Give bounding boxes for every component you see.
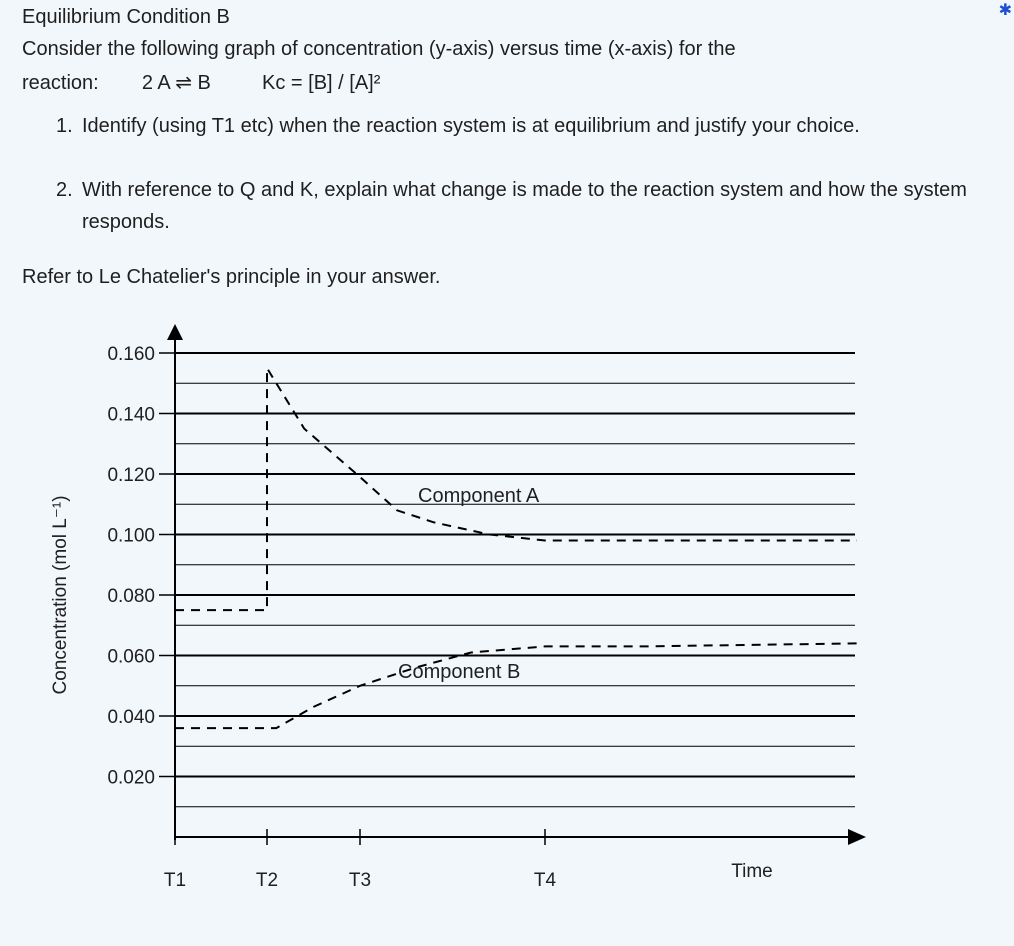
settings-gear-icon[interactable]: ✱ bbox=[998, 2, 1012, 19]
y-tick-label: 0.140 bbox=[107, 404, 155, 426]
question-text: With reference to Q and K, explain what change is made to the reaction system and how the system responds. bbox=[82, 179, 967, 233]
equilibrium-constant-expression: Kc = [B] / [A]² bbox=[262, 72, 381, 94]
axes bbox=[159, 324, 866, 845]
y-tick-label: 0.080 bbox=[107, 586, 155, 607]
intro-text: Consider the following graph of concentration (y-axis) versus time (x-axis) for the bbox=[22, 38, 736, 60]
x-tick-label: T1 bbox=[163, 870, 187, 891]
series-label-component-a: Component A bbox=[418, 485, 540, 507]
question-number: 1. bbox=[56, 115, 73, 137]
y-tick-label: 0.100 bbox=[107, 525, 155, 547]
reaction-prefix: reaction: bbox=[22, 72, 99, 94]
question-title: Equilibrium Condition B bbox=[22, 6, 230, 28]
y-axis-arrow-icon bbox=[167, 324, 183, 340]
x-tick-label: T3 bbox=[348, 870, 372, 891]
x-tick-label: T2 bbox=[255, 870, 279, 891]
question-text: Identify (using T1 etc) when the reaction system is at equilibrium and justify your choice. bbox=[82, 115, 860, 137]
le-chatelier-instruction: Refer to Le Chatelier's principle in your answer. bbox=[22, 266, 441, 288]
reaction-equation: 2 A ⇌ B bbox=[141, 72, 211, 94]
y-tick-label: 0.020 bbox=[107, 767, 155, 789]
y-axis-label: Concentration (mol L⁻¹) bbox=[50, 495, 71, 695]
x-tick-label: T4 bbox=[533, 870, 557, 891]
x-axis-label: Time bbox=[731, 861, 773, 882]
y-tick-label: 0.120 bbox=[107, 465, 155, 486]
y-tick-label: 0.160 bbox=[107, 344, 155, 365]
y-tick-label: 0.060 bbox=[107, 646, 155, 668]
x-axis-arrow-icon bbox=[848, 829, 866, 845]
series-label-component-b: Component B bbox=[398, 661, 521, 683]
chart-labels bbox=[50, 344, 773, 891]
question-number: 2. bbox=[56, 179, 73, 201]
gridlines bbox=[175, 353, 855, 807]
y-tick-label: 0.040 bbox=[107, 707, 155, 728]
